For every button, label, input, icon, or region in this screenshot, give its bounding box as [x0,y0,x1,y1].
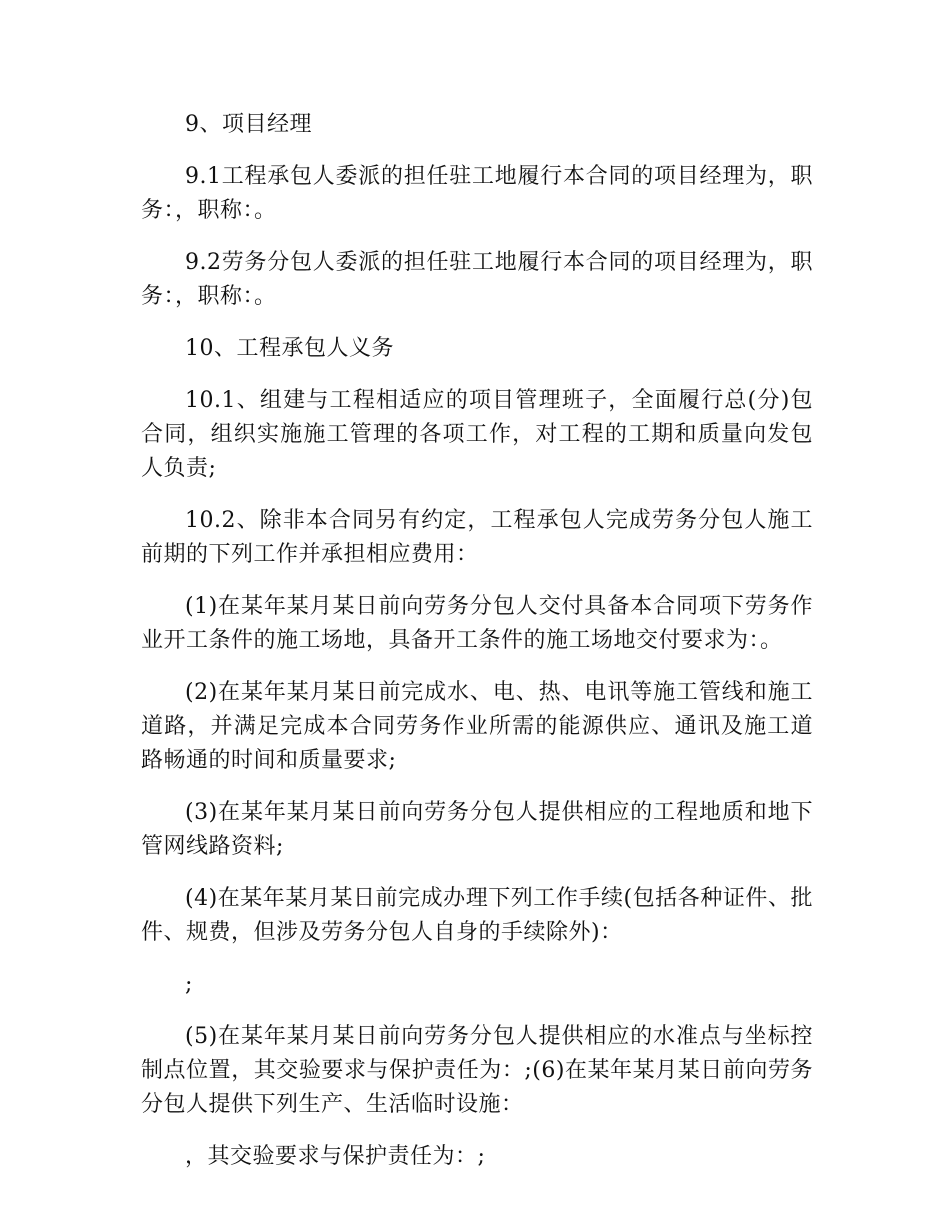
section-heading-9: 9、项目经理 [185,112,312,137]
document-body [141,108,813,1192]
section-heading-10: 10、工程承包人义务 [185,336,394,361]
item-5-6: (5)在某年某月某日前向劳务分包人提供相应的水准点与坐标控制点位置，其交验要求与保护责任为：;(6)在某年某月某日前向劳务分包人提供下列生产、生活临时设施： [141,1024,813,1117]
clause-10-1: 10.1、组建与工程相适应的项目管理班子，全面履行总(分)包合同，组织实施施工管理的各项工作，对工程的工期和质量向发包人负责; [141,388,813,481]
clause-9-2: 9.2劳务分包人委派的担任驻工地履行本合同的项目经理为，职务：，职称：。 [141,250,813,309]
item-3: (3)在某年某月某日前向劳务分包人提供相应的工程地质和地下管网线路资料; [141,800,813,859]
item-4: (4)在某年某月某日前完成办理下列工作手续(包括各种证件、批件、规费，但涉及劳务分包人自身的手续除外)： [141,886,813,945]
clause-10-2: 10.2、除非本合同另有约定，工程承包人完成劳务分包人施工前期的下列工作并承担相应费用： [141,508,813,567]
item-6-continued: ，其交验要求与保护责任为：; [185,1144,486,1169]
item-1: (1)在某年某月某日前向劳务分包人交付具备本合同项下劳务作业开工条件的施工场地，具备开工条件的施工场地交付要求为：。 [141,594,813,653]
item-4-blank: ; [185,972,193,997]
clause-9-1: 9.1工程承包人委派的担任驻工地履行本合同的项目经理为，职务：，职称：。 [141,164,813,223]
item-2: (2)在某年某月某日前完成水、电、热、电讯等施工管线和施工道路，并满足完成本合同劳务作业所需的能源供应、通讯及施工道路畅通的时间和质量要求; [141,680,813,773]
